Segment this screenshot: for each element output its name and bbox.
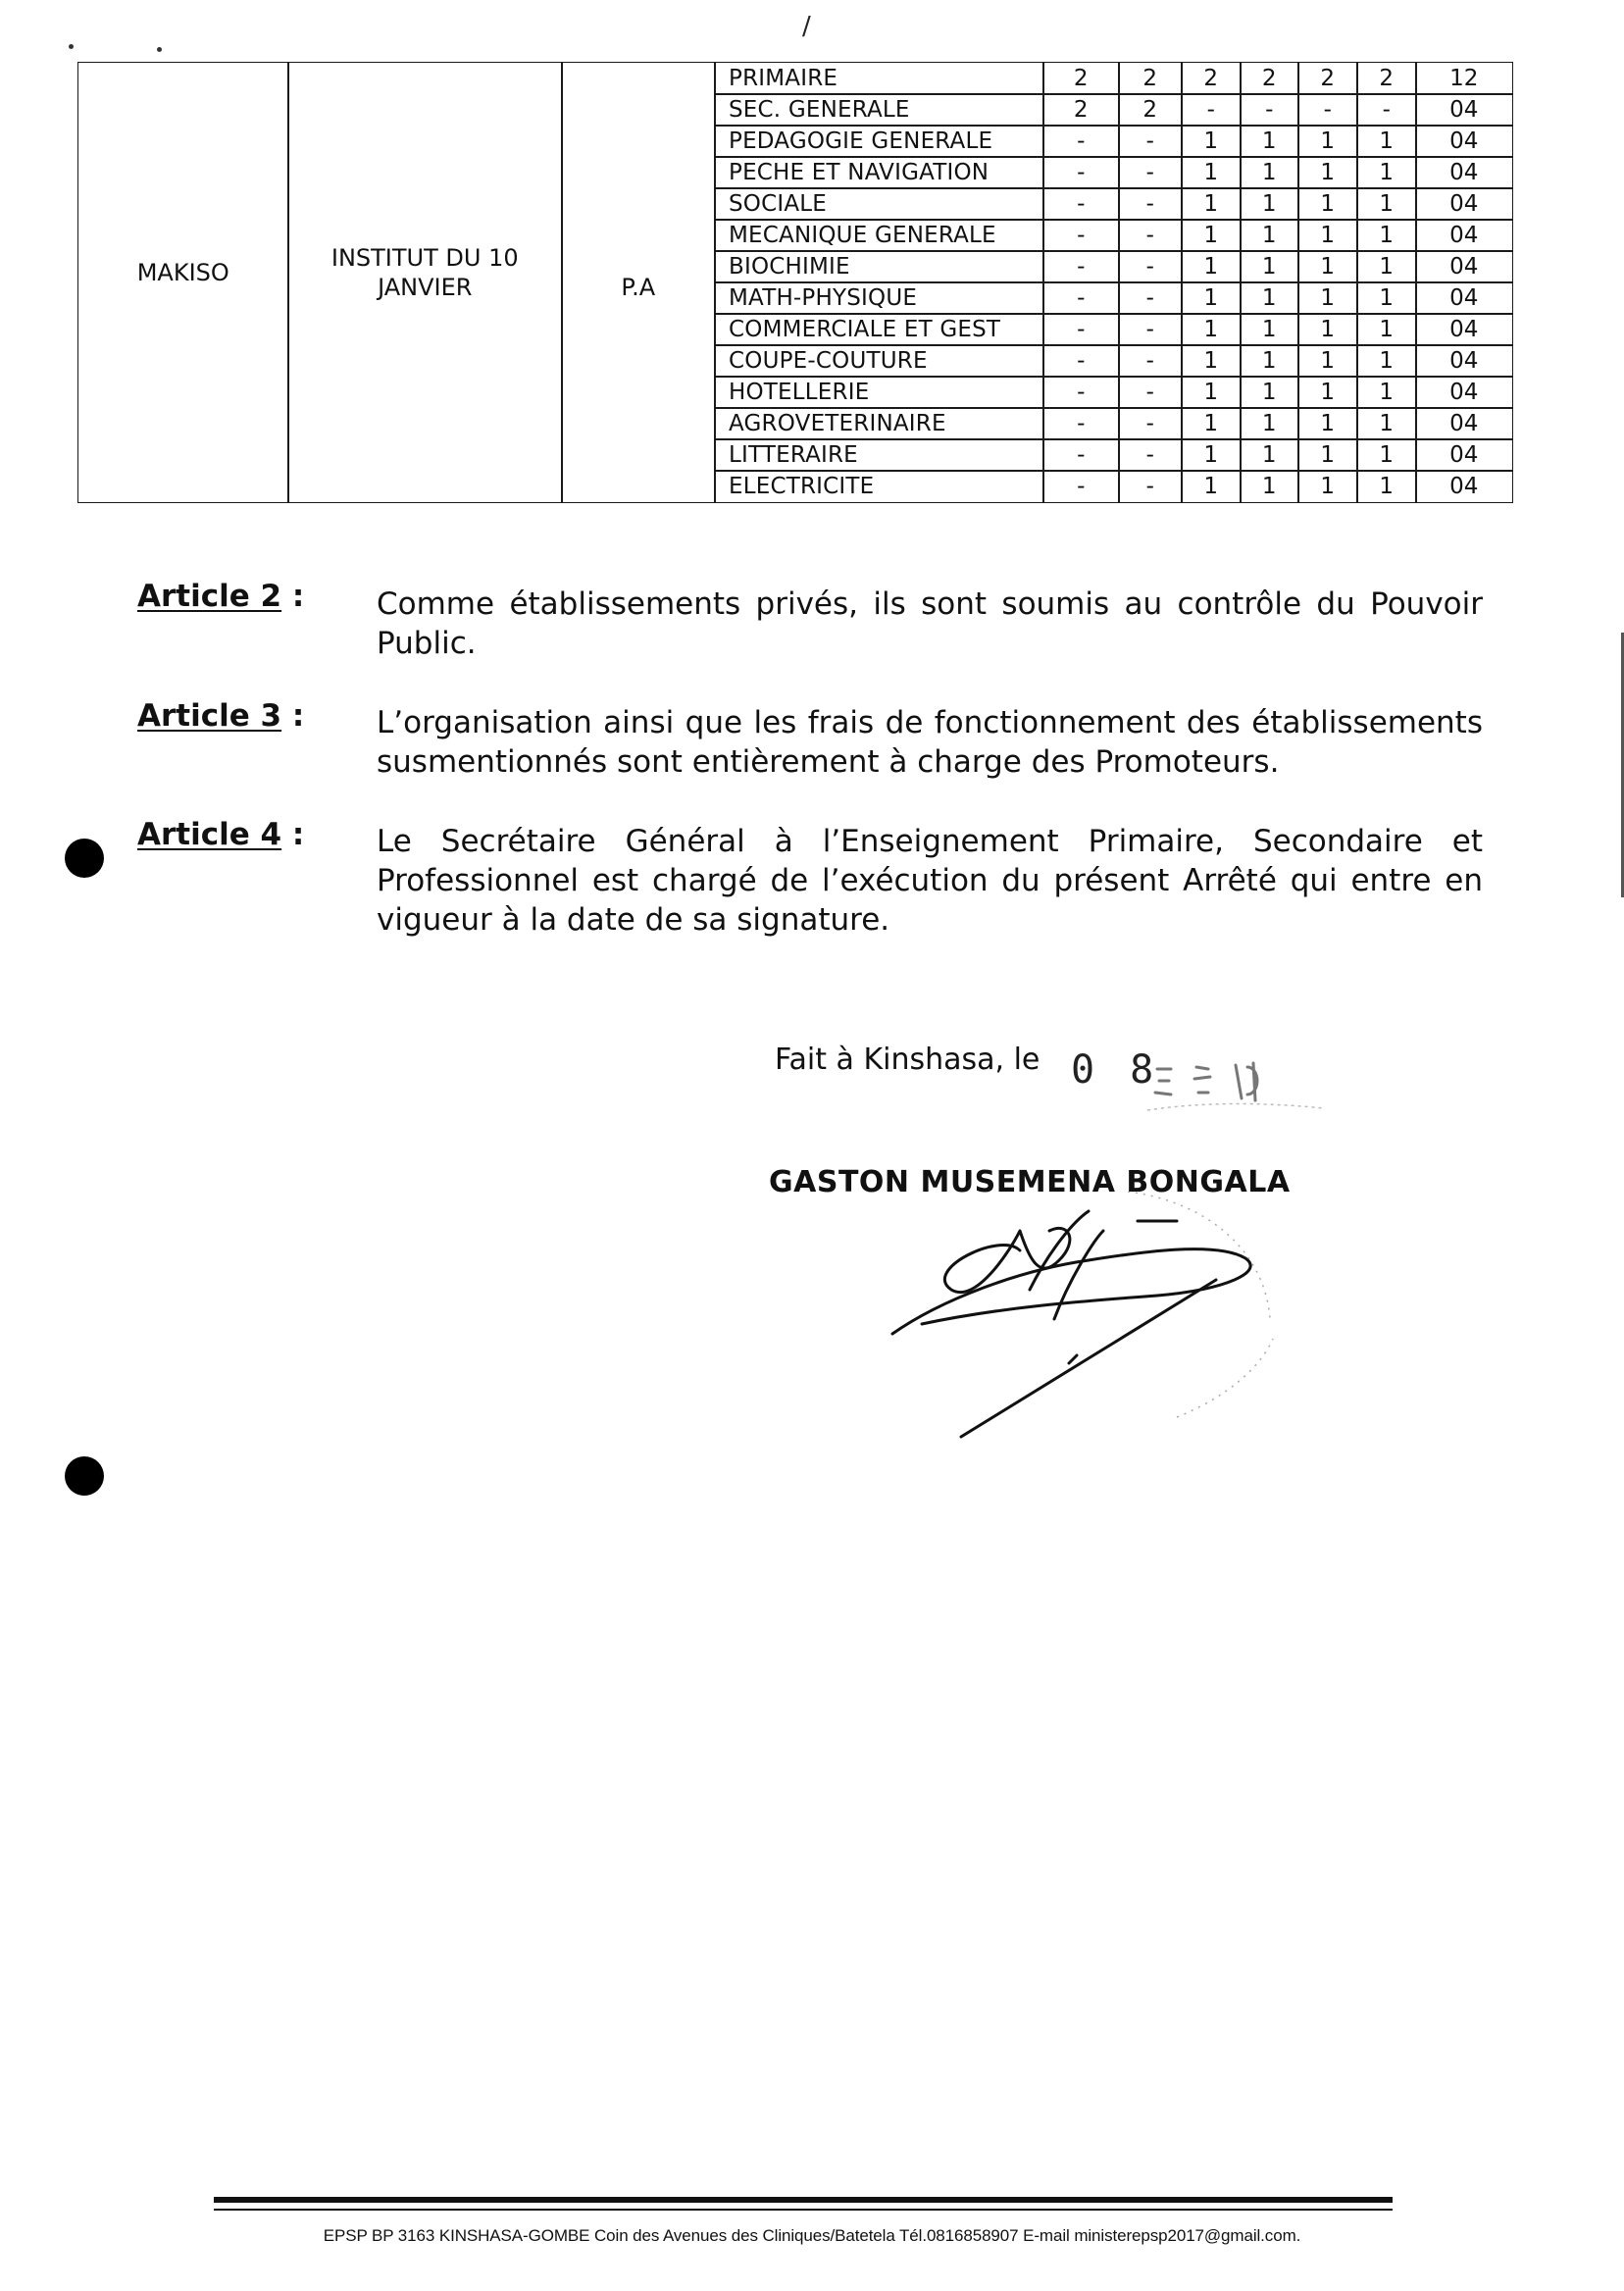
scan-dot [69, 44, 74, 49]
class-count: 1 [1181, 376, 1242, 409]
section-total: 04 [1415, 344, 1513, 378]
class-count: 1 [1356, 313, 1417, 346]
class-count: - [1042, 344, 1120, 378]
footer-rule-thin [214, 2209, 1393, 2211]
class-count: - [1042, 313, 1120, 346]
class-count: 1 [1181, 344, 1242, 378]
section-total: 12 [1415, 62, 1513, 95]
section-total: 04 [1415, 156, 1513, 189]
section-name: COMMERCIALE ET GEST [714, 313, 1044, 346]
class-count: 1 [1181, 313, 1242, 346]
class-count: 1 [1297, 407, 1358, 440]
class-count: 1 [1297, 281, 1358, 315]
class-count: - [1297, 93, 1358, 127]
class-count: - [1042, 376, 1120, 409]
section-name: PEDAGOGIE GENERALE [714, 125, 1044, 158]
footer-rule [214, 2197, 1393, 2203]
section-total: 04 [1415, 250, 1513, 283]
class-count: 1 [1356, 250, 1417, 283]
class-count: - [1118, 250, 1183, 283]
section-name: SOCIALE [714, 187, 1044, 221]
stray-mark: / [802, 12, 811, 41]
punch-hole [65, 1456, 104, 1496]
class-count: 1 [1356, 470, 1417, 503]
class-count: 1 [1240, 187, 1299, 221]
class-count: 1 [1356, 219, 1417, 252]
section-total: 04 [1415, 281, 1513, 315]
class-count: - [1042, 470, 1120, 503]
class-count: 1 [1297, 125, 1358, 158]
class-count: 1 [1240, 219, 1299, 252]
class-count: 2 [1240, 62, 1299, 95]
class-count: 1 [1181, 125, 1242, 158]
class-count: 1 [1297, 438, 1358, 472]
class-count: 2 [1042, 93, 1120, 127]
class-count: 1 [1181, 156, 1242, 189]
sections-table [77, 62, 1511, 503]
class-count: 1 [1297, 470, 1358, 503]
article-3-text: L’organisation ainsi que les frais de fonctionnement des établissements susmentionnés sont entièrement à charge des Promoteurs. [377, 705, 1483, 780]
class-count: 1 [1240, 438, 1299, 472]
section-total: 04 [1415, 376, 1513, 409]
class-count: 1 [1297, 313, 1358, 346]
class-count: - [1042, 281, 1120, 315]
class-count: - [1042, 438, 1120, 472]
class-count: 2 [1118, 62, 1183, 95]
class-count: 1 [1240, 313, 1299, 346]
class-count: 1 [1356, 187, 1417, 221]
class-count: 1 [1181, 250, 1242, 283]
class-count: - [1118, 438, 1183, 472]
footer-address: EPSP BP 3163 KINSHASA-GOMBE Coin des Avenues des Cliniques/Batetela Tél.0816858907 E-mail ministerepsp2017@gmail.com. [323, 2226, 1301, 2245]
article-4-text: Le Secrétaire Général à l’Enseignement Primaire, Secondaire et Professionnel est chargé de l’exécution du présent Arrêté qui entre en vigueur à la date de sa signature. [377, 824, 1483, 938]
class-count: 2 [1042, 62, 1120, 95]
class-count: - [1118, 407, 1183, 440]
section-total: 04 [1415, 470, 1513, 503]
section-name: PECHE ET NAVIGATION [714, 156, 1044, 189]
section-name: MECANIQUE GENERALE [714, 219, 1044, 252]
school-cell: INSTITUT DU 10 JANVIER [287, 62, 563, 503]
article-2-text: Comme établissements privés, ils sont soumis au contrôle du Pouvoir Public. [377, 586, 1483, 661]
class-count: - [1042, 407, 1120, 440]
regime-cell: P.A [561, 62, 716, 503]
class-count: 1 [1181, 281, 1242, 315]
class-count: - [1042, 250, 1120, 283]
class-count: 1 [1297, 250, 1358, 283]
class-count: - [1118, 219, 1183, 252]
class-count: - [1181, 93, 1242, 127]
class-count: - [1042, 187, 1120, 221]
section-total: 04 [1415, 438, 1513, 472]
class-count: 2 [1297, 62, 1358, 95]
commune-cell: MAKISO [77, 62, 289, 503]
class-count: 1 [1356, 156, 1417, 189]
section-total: 04 [1415, 187, 1513, 221]
class-count: - [1118, 281, 1183, 315]
class-count: - [1118, 376, 1183, 409]
class-count: 1 [1297, 156, 1358, 189]
section-name: BIOCHIMIE [714, 250, 1044, 283]
class-count: 2 [1181, 62, 1242, 95]
class-count: 1 [1356, 281, 1417, 315]
section-name: SEC. GENERALE [714, 93, 1044, 127]
class-count: - [1118, 344, 1183, 378]
section-total: 04 [1415, 219, 1513, 252]
class-count: 1 [1297, 376, 1358, 409]
section-name: COUPE-COUTURE [714, 344, 1044, 378]
section-name: LITTERAIRE [714, 438, 1044, 472]
class-count: 1 [1356, 125, 1417, 158]
class-count: 1 [1297, 219, 1358, 252]
class-count: 1 [1181, 470, 1242, 503]
class-count: 2 [1118, 93, 1183, 127]
section-total: 04 [1415, 407, 1513, 440]
class-count: 1 [1181, 219, 1242, 252]
class-count: 1 [1240, 250, 1299, 283]
section-total: 04 [1415, 313, 1513, 346]
punch-hole [65, 839, 104, 878]
class-count: 1 [1240, 156, 1299, 189]
class-count: 1 [1240, 470, 1299, 503]
section-total: 04 [1415, 93, 1513, 127]
class-count: - [1118, 470, 1183, 503]
class-count: 2 [1356, 62, 1417, 95]
signatory-name: GASTON MUSEMENA BONGALA [769, 1165, 1291, 1199]
class-count: 1 [1181, 187, 1242, 221]
class-count: - [1042, 219, 1120, 252]
class-count: 1 [1240, 407, 1299, 440]
class-count: 1 [1356, 344, 1417, 378]
article-4-label: Article 4 : [137, 817, 305, 852]
class-count: 1 [1297, 187, 1358, 221]
class-count: - [1118, 125, 1183, 158]
class-count: - [1118, 156, 1183, 189]
class-count: - [1042, 156, 1120, 189]
class-count: 1 [1240, 125, 1299, 158]
date-stamp-smudge [1138, 1049, 1373, 1118]
class-count: 1 [1181, 438, 1242, 472]
place-and-date: Fait à Kinshasa, le [775, 1043, 1040, 1077]
class-count: 1 [1356, 407, 1417, 440]
class-count: - [1118, 313, 1183, 346]
section-name: AGROVETERINAIRE [714, 407, 1044, 440]
class-count: - [1118, 187, 1183, 221]
class-count: - [1356, 93, 1417, 127]
scan-dot [157, 47, 162, 52]
class-count: 1 [1356, 376, 1417, 409]
class-count: 1 [1240, 376, 1299, 409]
section-name: HOTELLERIE [714, 376, 1044, 409]
class-count: 1 [1240, 281, 1299, 315]
stamped-date: 0 8 [1071, 1047, 1160, 1093]
class-count: - [1240, 93, 1299, 127]
section-name: MATH-PHYSIQUE [714, 281, 1044, 315]
class-count: 1 [1297, 344, 1358, 378]
section-name: PRIMAIRE [714, 62, 1044, 95]
handwritten-signature [883, 1192, 1275, 1447]
class-count: 1 [1240, 344, 1299, 378]
article-3-label: Article 3 : [137, 698, 305, 734]
class-count: 1 [1181, 407, 1242, 440]
article-2-label: Article 2 : [137, 579, 305, 614]
class-count: 1 [1356, 438, 1417, 472]
section-name: ELECTRICITE [714, 470, 1044, 503]
class-count: - [1042, 125, 1120, 158]
section-total: 04 [1415, 125, 1513, 158]
